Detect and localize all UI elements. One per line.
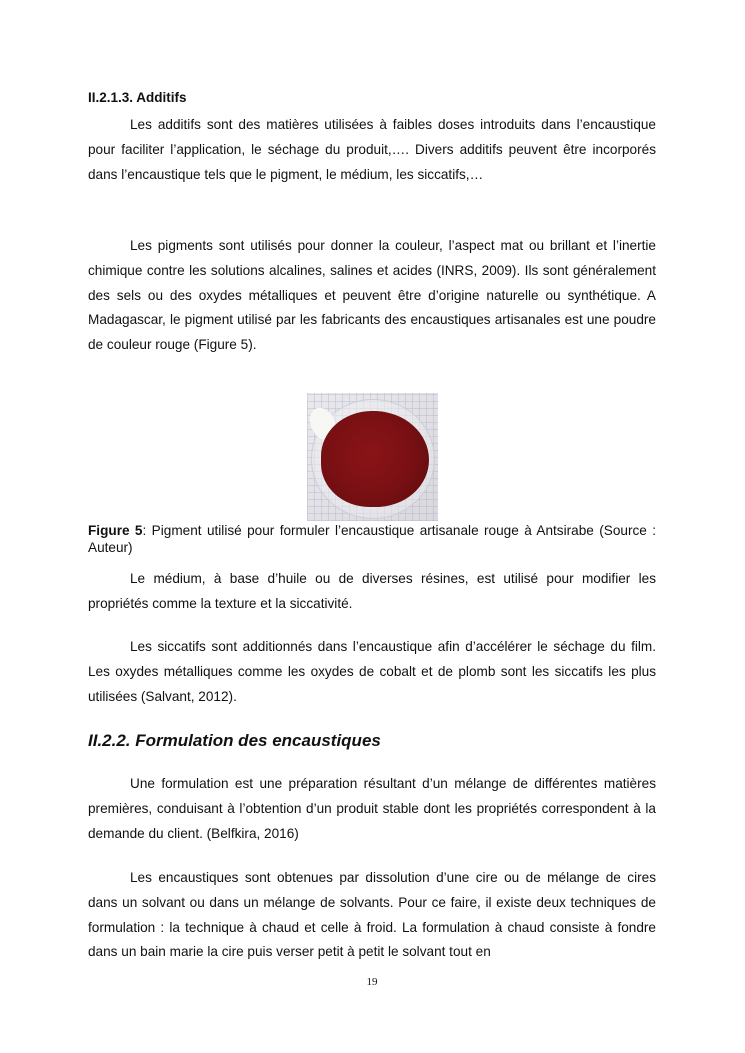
paragraph-formulation: Une formulation est une préparation résultant d’un mélange de différentes matières premières, conduisant à l’obtention d’un produit stable dont les propriétés correspondent à la demande du client. (Belfkira, 2016) <box>88 776 656 841</box>
page-number: 19 <box>366 976 378 988</box>
paragraph-pigments: Les pigments sont utilisés pour donner la couleur, l’aspect mat ou brillant et l’inertie chimique contre les solutions alcalines, salines et acides (INRS, 2009). Ils sont généralement des sels ou des oxydes métalliques et peuvent être d’origine naturelle ou synthétique. A Madagascar, le pigment utilisé par les fabricants des encaustiques artisanales est une poudre de couleur rouge (Figure 5). <box>88 238 656 353</box>
paragraph-encaustiques: Les encaustiques sont obtenues par dissolution d’une cire ou de mélange de cires dans un solvant ou dans un mélange de solvants. Pour ce faire, il existe deux techniques de formulation : la technique à chaud et celle à froid. La formulation à chaud consiste à fondre dans un bain marie la cire puis verser petit à petit le solvant tout en <box>88 870 656 960</box>
red-pigment-powder <box>321 411 429 507</box>
figure-label: Figure 5 <box>88 523 143 538</box>
figure-caption-text: : Pigment utilisé pour formuler l’encaustique artisanale rouge à Antsirabe (Source : Auteur) <box>88 523 656 555</box>
figure-caption <box>88 522 656 556</box>
section-heading: II.2.1.3. Additifs <box>88 90 187 105</box>
subsection-heading: II.2.2. Formulation des encaustiques <box>88 731 381 750</box>
paragraph-medium: Le médium, à base d’huile ou de diverses résines, est utilisé pour modifier les propriétés comme la texture et la siccativité. <box>88 571 656 611</box>
figure-pigment-photo <box>307 393 438 521</box>
paragraph-siccatifs: Les siccatifs sont additionnés dans l’encaustique afin d’accélérer le séchage du film. Les oxydes métalliques comme les oxydes de cobalt et de plomb sont les siccatifs les plus utilisées (Salvant, 2012). <box>88 639 656 704</box>
paragraph-additifs: Les additifs sont des matières utilisées à faibles doses introduits dans l’encaustique pour faciliter l’application, le séchage du produit,…. Divers additifs peuvent être incorporés dans l’encaustique tels que le pigment, le médium, les siccatifs,… <box>88 117 656 182</box>
